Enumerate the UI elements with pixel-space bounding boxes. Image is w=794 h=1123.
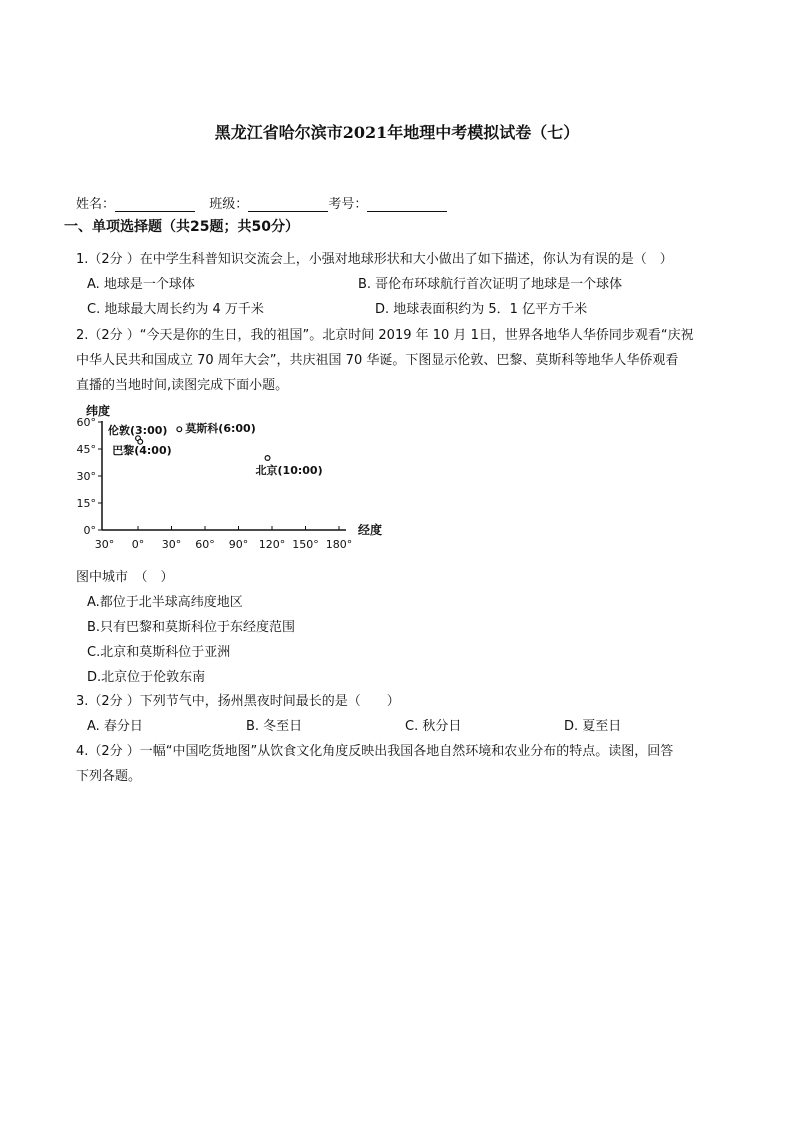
class-blank (248, 197, 328, 212)
question-2-option-c: C.北京和莫斯科位于亚洲 (87, 645, 231, 660)
class-label: 班级： (209, 197, 249, 212)
page-title: 黑龙江省哈尔滨市2021年地理中考模拟试卷（七） (214, 123, 580, 142)
question-3-option-b: B. 冬至日 (246, 719, 303, 734)
question-2-option-a: A.都位于北半球高纬度地区 (87, 595, 243, 610)
student-info-row (76, 193, 447, 212)
city-label: 莫斯科(6:00) (185, 422, 256, 436)
x-tick-label: 120° (258, 538, 286, 551)
x-axis-label: 经度 (358, 523, 383, 537)
section-heading: 一、单项选择题（共25题；共50分） (64, 219, 299, 235)
name-blank (115, 197, 195, 212)
question-3-option-c: C. 秋分日 (405, 719, 462, 734)
question-1-option-c: C. 地球最大周长约为 4 万千米 (87, 302, 264, 317)
question-2-sub-stem: 图中城市 （ ） (76, 570, 174, 585)
question-1-option-d: D. 地球表面积约为 5．1 亿平方千米 (375, 302, 588, 317)
name-label: 姓名： (76, 197, 116, 212)
city-point (177, 427, 182, 432)
question-4-line-2: 下列各题。 (76, 769, 142, 784)
x-tick-label: 30° (161, 538, 182, 551)
city-label: 巴黎(4:00) (112, 443, 172, 457)
question-2-line-1: 2.（2分 ）“今天是你的生日，我的祖国”。北京时间 2019 年 10 月 1日，世界各地华人华侨同步观看“庆祝 (76, 328, 694, 343)
city-label: 伦敦(3:00) (108, 424, 168, 438)
question-1-stem: 1.（2分 ）在中学生科普知识交流会上，小强对地球形状和大小做出了如下描述，你认为有误的是（ ） (76, 252, 673, 267)
id-label: 考号： (328, 197, 368, 212)
y-tick-label: 0° (83, 524, 96, 537)
x-tick-label: 90° (228, 538, 249, 551)
y-tick-label: 15° (76, 497, 96, 510)
x-tick-label: 30° (94, 538, 115, 551)
y-axis-label: 纬度 (86, 404, 111, 418)
question-2-line-2: 中华人民共和国成立 70 周年大会”，共庆祖国 70 华诞。下图显示伦敦、巴黎、莫斯科等地华人华侨观看 (76, 353, 679, 368)
question-3-option-a: A. 春分日 (87, 719, 143, 734)
id-blank (367, 197, 447, 212)
question-4-line-1: 4.（2分 ）一幅“中国吃货地图”从饮食文化角度反映出我国各地自然环境和农业分布的特点。读图，回答 (76, 744, 674, 759)
x-tick-label: 0° (131, 538, 145, 551)
question-2-option-b: B.只有巴黎和莫斯科位于东经度范围 (87, 620, 296, 635)
question-3-option-d: D. 夏至日 (564, 719, 622, 734)
y-tick-label: 30° (76, 470, 96, 483)
question-3-stem: 3.（2分 ）下列节气中，扬州黑夜时间最长的是（ ） (76, 694, 400, 709)
question-2-option-d: D.北京位于伦敦东南 (87, 670, 206, 685)
question-1-option-a: A. 地球是一个球体 (87, 277, 195, 292)
question-2-line-3: 直播的当地时间,读图完成下面小题。 (76, 378, 289, 393)
city-point (265, 456, 270, 461)
x-tick-label: 60° (195, 538, 215, 551)
x-tick-label: 180° (325, 538, 353, 551)
latitude-longitude-chart (76, 403, 383, 553)
x-tick-label: 150° (292, 538, 319, 551)
question-1-option-b: B. 哥伦布环球航行首次证明了地球是一个球体 (358, 277, 623, 292)
y-tick-label: 60° (76, 416, 96, 429)
city-label: 北京(10:00) (255, 464, 323, 477)
y-tick-label: 45° (76, 443, 96, 456)
